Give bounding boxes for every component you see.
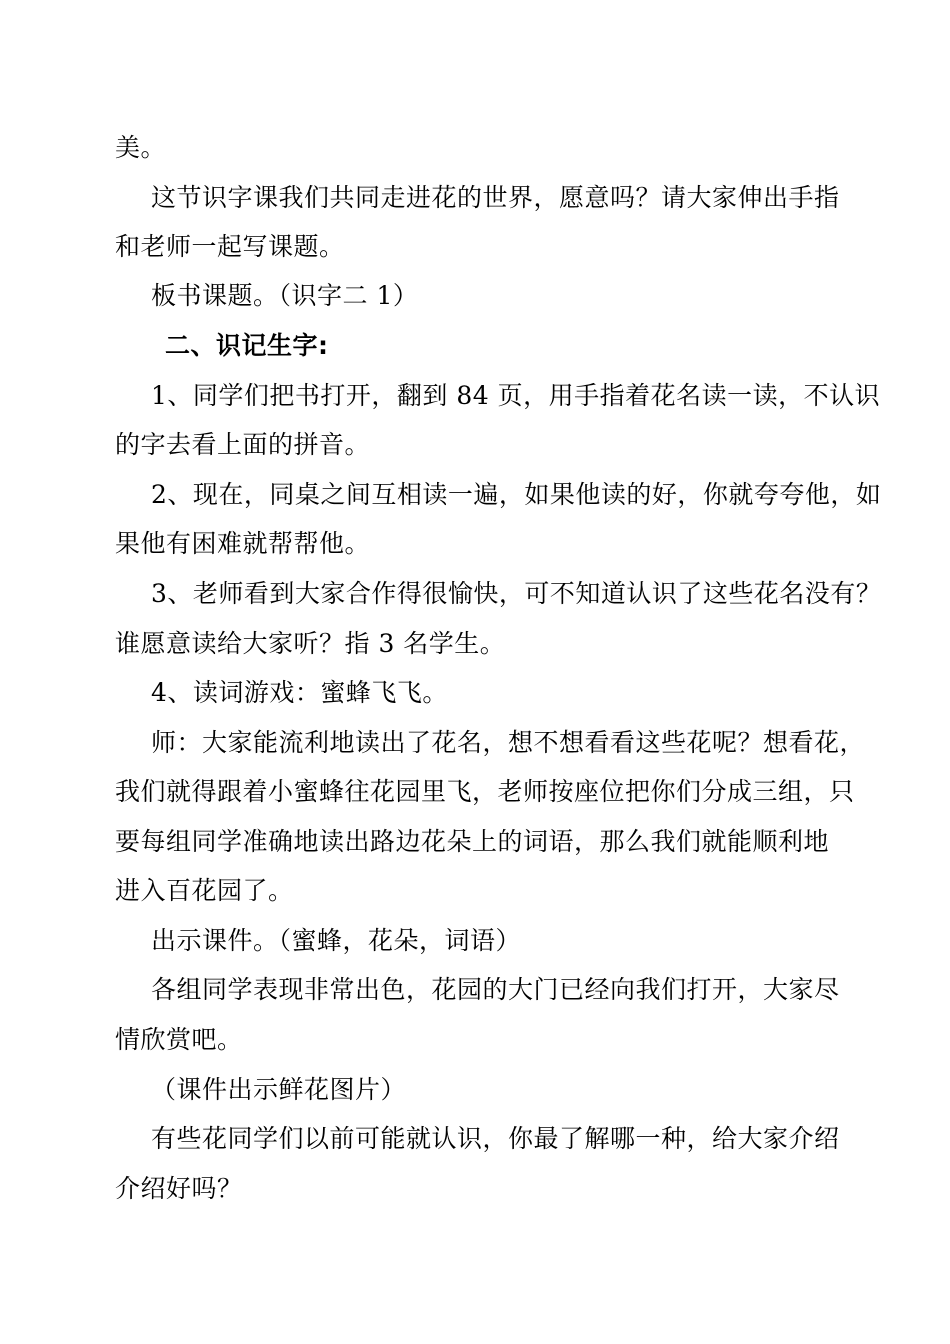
- text-line: 这节识字课我们共同走进花的世界，愿意吗？请大家伸出手指: [151, 183, 840, 212]
- text-line: 和老师一起写课题。: [115, 232, 345, 261]
- text-line: 的字去看上面的拼音。: [115, 430, 371, 459]
- text-line: 情欣赏吧。: [115, 1025, 243, 1054]
- text-line: 要每组同学准确地读出路边花朵上的词语，那么我们就能顺利地: [115, 827, 830, 856]
- text-line: 谁愿意读给大家听？指 3 名学生。: [115, 629, 506, 658]
- text-line: 各组同学表现非常出色，花园的大门已经向我们打开，大家尽: [151, 975, 840, 1004]
- text-line: 师：大家能流利地读出了花名，想不想看看这些花呢？想看花，: [151, 728, 866, 757]
- text-line: 出示课件。（蜜蜂，花朵，词语）: [151, 926, 522, 955]
- text-line: （课件出示鲜花图片）: [151, 1075, 407, 1104]
- text-line: 1、同学们把书打开，翻到 84 页，用手指着花名读一读，不认识: [151, 381, 881, 410]
- text-line: 进入百花园了。: [115, 876, 294, 905]
- text-line: 有些花同学们以前可能就认识，你最了解哪一种，给大家介绍: [151, 1124, 840, 1153]
- text-line: 我们就得跟着小蜜蜂往花园里飞，老师按座位把你们分成三组，只: [115, 777, 855, 806]
- text-line: 美。: [115, 133, 167, 162]
- text-line: 3、老师看到大家合作得很愉快，可不知道认识了这些花名没有？: [151, 579, 882, 608]
- section-heading: 二、识记生字:: [165, 331, 329, 360]
- text-line: 4、读词游戏：蜜蜂飞飞。: [151, 678, 448, 707]
- text-line: 果他有困难就帮帮他。: [115, 529, 371, 558]
- text-line: 板书课题。（识字二 1）: [151, 281, 419, 310]
- text-line: 介绍好吗？: [115, 1174, 243, 1203]
- text-line: 2、现在，同桌之间互相读一遍，如果他读的好，你就夸夸他，如: [151, 480, 882, 509]
